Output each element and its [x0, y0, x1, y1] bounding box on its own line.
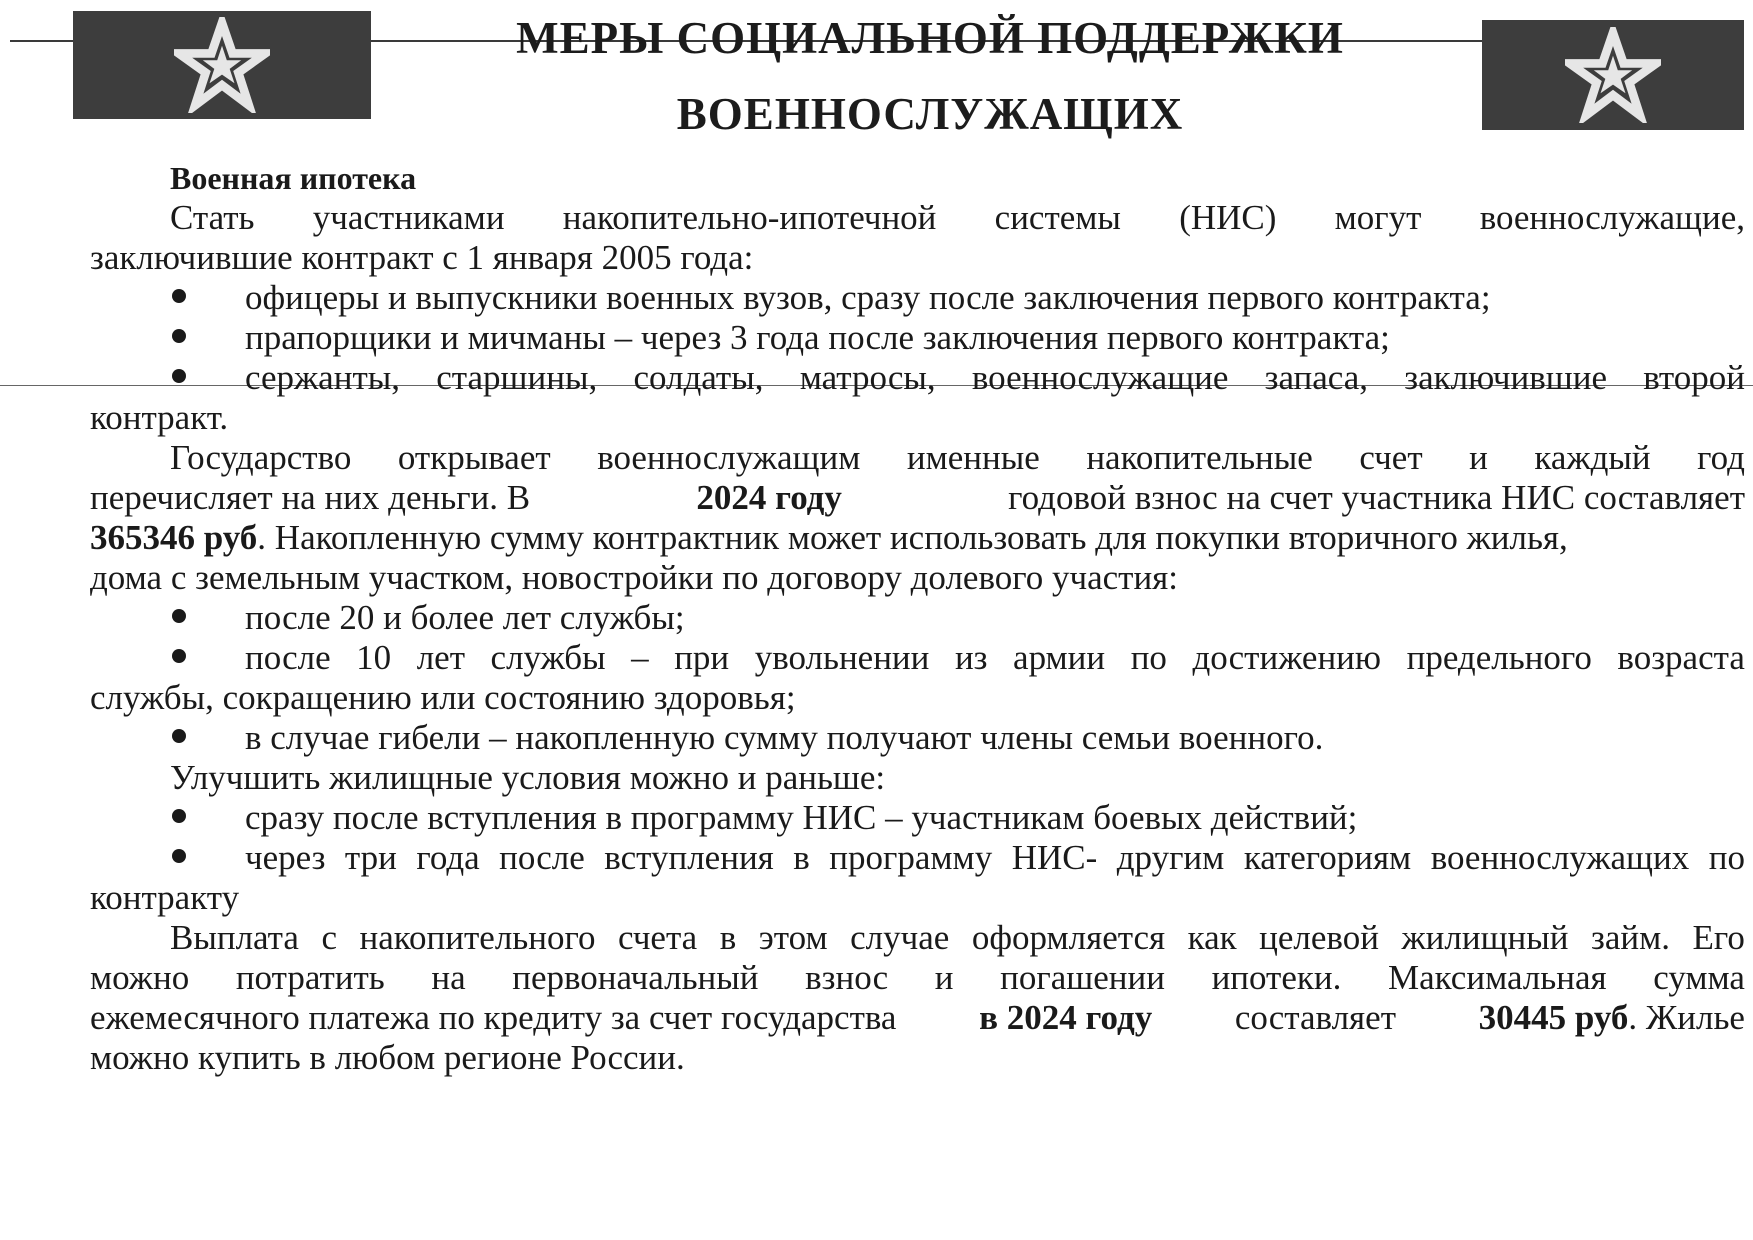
word: взнос [805, 958, 889, 997]
paragraph-line: контракту [90, 878, 240, 917]
word: программу [829, 838, 993, 877]
word: вступления [604, 838, 774, 877]
word: военнослужащие, [1479, 198, 1745, 237]
highlight-year: 2024 году [696, 478, 842, 517]
text-run [1479, 998, 1745, 1038]
highlight-amount: 365346 руб [90, 518, 258, 557]
list-item [90, 318, 1745, 358]
word: в [719, 918, 737, 957]
word: категориям [1243, 838, 1412, 877]
word: оформляется [971, 918, 1166, 957]
paragraph-line: службы, сокращению или состоянию здоровья; [90, 678, 796, 717]
word: счета [617, 918, 698, 957]
page-title-line-2: ВОЕННОСЛУЖАЩИХ [676, 89, 1184, 139]
paragraph-line [90, 918, 1745, 958]
army-emblem-left [73, 11, 371, 119]
word: – [631, 638, 649, 677]
word: Максимальная [1388, 958, 1607, 997]
bullet-icon [172, 289, 186, 303]
word: из [954, 638, 988, 677]
text-run: составляет [1234, 998, 1396, 1037]
word: погашении [1000, 958, 1165, 997]
word: заключившие [1404, 358, 1608, 397]
list-item [90, 358, 1745, 398]
word: (НИС) [1179, 198, 1277, 237]
word: накопительно-ипотечной [562, 198, 937, 237]
word: могут [1334, 198, 1422, 237]
paragraph-line: дома с земельным участком, новостройки по договору долевого участия: [90, 558, 1179, 597]
word: системы [994, 198, 1121, 237]
bullet-icon [172, 729, 186, 743]
word: в [793, 838, 810, 877]
paragraph-line: можно купить в любом регионе России. [90, 1038, 685, 1077]
word: год [1697, 438, 1745, 477]
word: и [1469, 438, 1488, 477]
word: на [431, 958, 466, 997]
text-run: . Жилье [1628, 998, 1745, 1037]
paragraph-line [90, 518, 1745, 558]
word: лет [416, 638, 465, 677]
list-item-text: прапорщики и мичманы – через 3 года после заключения первого контракта; [245, 318, 1390, 357]
list-item-text: сразу после вступления в программу НИС – участникам боевых действий; [245, 798, 1358, 837]
word: матросы, [799, 358, 936, 397]
word: года [416, 838, 480, 877]
paragraph-line [90, 998, 1745, 1038]
text-run: перечисляет на них деньги. В [90, 478, 531, 517]
word: Его [1692, 918, 1745, 957]
word: целевой [1259, 918, 1379, 957]
word: открывает [397, 438, 551, 477]
list-item-text [245, 358, 1745, 398]
list-item-text [245, 838, 1745, 878]
paragraph-line [90, 958, 1745, 998]
word: после [499, 838, 585, 877]
word: увольнении [754, 638, 930, 677]
word: военнослужащих [1430, 838, 1690, 877]
word: три [344, 838, 397, 877]
word: с [321, 918, 338, 957]
highlight-amount: 30445 руб [1478, 998, 1629, 1037]
word: старшины, [436, 358, 598, 397]
bullet-icon [172, 809, 186, 823]
word: каждый [1534, 438, 1651, 477]
word: армии [1013, 638, 1106, 677]
word: запаса, [1264, 358, 1369, 397]
paragraph-line: заключившие контракт с 1 января 2005 года: [90, 238, 754, 277]
paragraph-line: Улучшить жилищные условия можно и раньше: [170, 758, 886, 797]
word: 10 [356, 638, 392, 677]
word: накопительного [359, 918, 596, 957]
word: солдаты, [633, 358, 764, 397]
paragraph-line [90, 478, 1745, 518]
list-item [90, 598, 1745, 638]
word: случае [850, 918, 950, 957]
word: именные [906, 438, 1040, 477]
word: займ. [1591, 918, 1671, 957]
paragraph-line [90, 438, 1745, 478]
document-body [90, 158, 1745, 1078]
word: счет [1359, 438, 1423, 477]
word: сумма [1653, 958, 1745, 997]
word: при [674, 638, 730, 677]
word: участниками [312, 198, 505, 237]
list-item-text [245, 638, 1745, 678]
list-item [90, 638, 1745, 678]
list-item-text: офицеры и выпускники военных вузов, сразу после заключения первого контракта; [245, 278, 1491, 317]
list-item-text: после 20 и более лет службы; [245, 598, 685, 637]
word: службы [490, 638, 606, 677]
word: предельного [1406, 638, 1592, 677]
word: другим [1116, 838, 1225, 877]
list-item [90, 718, 1745, 758]
word: первоначальный [512, 958, 759, 997]
star-emblem-icon [174, 17, 270, 113]
text-run: . Накопленную сумму контрактник может использовать для покупки вторичного жилья, [257, 518, 1568, 557]
bullet-icon [172, 329, 186, 343]
word: после [245, 638, 331, 677]
word: достижению [1192, 638, 1382, 677]
list-item [90, 838, 1745, 878]
word: второй [1643, 358, 1745, 397]
word: НИС- [1011, 838, 1098, 877]
word: ипотеки. [1211, 958, 1342, 997]
section-heading: Военная ипотека [170, 160, 417, 196]
bullet-icon [172, 369, 186, 383]
page-title-line-1: МЕРЫ СОЦИАЛЬНОЙ ПОДДЕРЖКИ [516, 13, 1344, 63]
list-item [90, 278, 1745, 318]
word: через [245, 838, 326, 877]
word: как [1187, 918, 1237, 957]
list-item [90, 798, 1745, 838]
word: можно [90, 958, 190, 997]
word: по [1708, 838, 1745, 877]
word: потратить [235, 958, 385, 997]
bullet-icon [172, 849, 186, 863]
bullet-icon [172, 649, 186, 663]
word: военнослужащим [597, 438, 861, 477]
list-item-text: в случае гибели – накопленную сумму получают члены семьи военного. [245, 718, 1324, 757]
word: Выплата [170, 918, 299, 957]
word: военнослужащие [971, 358, 1229, 397]
text-run: годовой взнос на счет участника НИС составляет [1008, 478, 1745, 517]
word: Государство [170, 438, 352, 477]
paragraph-line [90, 198, 1745, 238]
word: сержанты, [245, 358, 401, 397]
highlight-year: в 2024 году [979, 998, 1153, 1037]
star-emblem-icon [1565, 27, 1661, 123]
word: по [1130, 638, 1167, 677]
paragraph-line: контракт. [90, 398, 229, 437]
text-run: ежемесячного платежа по кредиту за счет государства [90, 998, 897, 1037]
word: накопительные [1086, 438, 1313, 477]
word: Стать [170, 198, 255, 237]
army-emblem-right [1482, 20, 1744, 130]
bullet-icon [172, 609, 186, 623]
word: и [934, 958, 954, 997]
word: возраста [1617, 638, 1745, 677]
word: этом [758, 918, 828, 957]
word: жилищный [1401, 918, 1569, 957]
